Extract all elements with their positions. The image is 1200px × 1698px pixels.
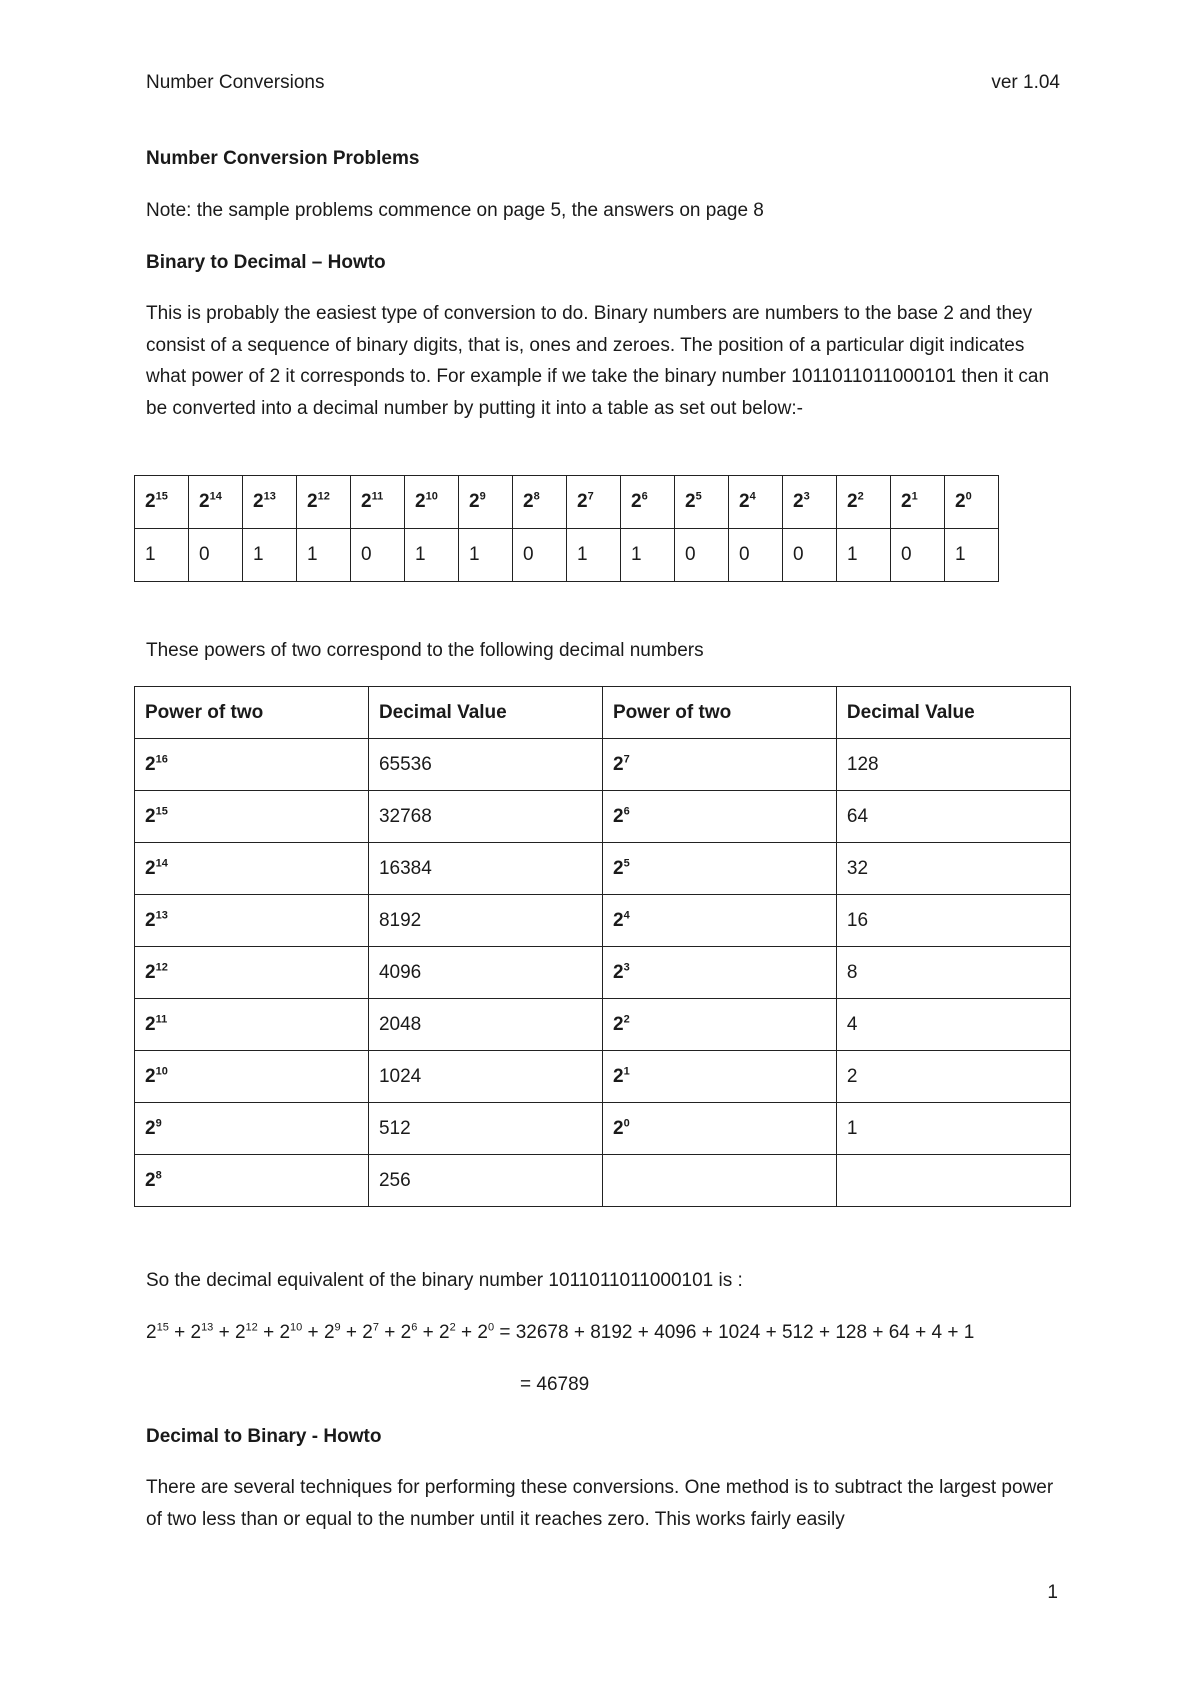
power-cell bbox=[135, 999, 369, 1051]
binary-table-power-row bbox=[135, 476, 999, 529]
power-cell bbox=[297, 476, 351, 529]
decimal-value-cell: 32 bbox=[836, 843, 1070, 895]
power-base: 2 bbox=[253, 491, 264, 512]
power-cell bbox=[135, 1103, 369, 1155]
bit-cell: 0 bbox=[351, 529, 405, 582]
decimal-value-cell bbox=[836, 1155, 1070, 1207]
power-base: 2 bbox=[439, 1322, 450, 1343]
bit-cell: 0 bbox=[783, 529, 837, 582]
power-base: 2 bbox=[523, 491, 534, 512]
power-base: 2 bbox=[847, 491, 858, 512]
power-exponent: 7 bbox=[587, 490, 594, 503]
power-base: 2 bbox=[901, 491, 912, 512]
power-base: 2 bbox=[145, 857, 156, 879]
bit-cell: 1 bbox=[297, 529, 351, 582]
power-base: 2 bbox=[612, 1117, 624, 1139]
power-cell bbox=[602, 739, 836, 791]
power-cell bbox=[567, 476, 621, 529]
power-base: 2 bbox=[612, 805, 624, 827]
power-base: 2 bbox=[612, 753, 624, 775]
power-exponent: 5 bbox=[623, 857, 630, 870]
power-base: 2 bbox=[190, 1322, 202, 1343]
power-exponent: 14 bbox=[209, 490, 222, 503]
equation-lhs: $2^{15} + 2^{13} + 2^{12} + 2^{10} + 2^9 + 2^7 + 2^6 + 2^2 + 2^0$ bbox=[146, 1321, 495, 1343]
decimal-value-cell: 16384 bbox=[368, 843, 602, 895]
section-paragraph-binary-to-decimal: This is probably the easiest type of conversion to do. Binary numbers are numbers to the base 2 and they consist of a sequence of binary digits, that is, ones and zeroes. The position of a particular digit indicates what power of 2 it corresponds to. For example if we take the binary number 1011011011000101 then it can be converted into a decimal number by putting it into a table as set out below:- bbox=[146, 303, 1050, 419]
power-cell bbox=[602, 1103, 836, 1155]
power-cell bbox=[729, 476, 783, 529]
power-cell bbox=[135, 895, 369, 947]
power-base: 2 bbox=[145, 1013, 156, 1035]
power-exponent: 3 bbox=[803, 490, 810, 503]
power-cell bbox=[189, 476, 243, 529]
power-exponent: 10 bbox=[155, 1065, 168, 1078]
power-base: 2 bbox=[612, 857, 624, 879]
powers-table-header bbox=[135, 687, 1071, 739]
power-base: 2 bbox=[793, 491, 804, 512]
power-exponent: 1 bbox=[911, 490, 918, 503]
power-exponent: 15 bbox=[155, 805, 168, 818]
power-exponent: 7 bbox=[623, 753, 630, 766]
equation-result: = 46789 bbox=[520, 1374, 590, 1395]
power-exponent: 15 bbox=[156, 1321, 169, 1334]
equivalent-text: So the decimal equivalent of the binary number 1011011011000101 is : bbox=[146, 1270, 743, 1291]
bit-cell: 1 bbox=[567, 529, 621, 582]
bit-cell: 1 bbox=[405, 529, 459, 582]
power-base: 2 bbox=[631, 491, 642, 512]
powers-intro-text: These powers of two correspond to the following decimal numbers bbox=[146, 640, 704, 661]
table-row bbox=[135, 1155, 1071, 1207]
bit-cell: 1 bbox=[945, 529, 999, 582]
decimal-value-cell: 256 bbox=[368, 1155, 602, 1207]
header-cell: Power of two bbox=[135, 687, 369, 739]
power-base: 2 bbox=[685, 491, 696, 512]
power-cell bbox=[602, 1051, 836, 1103]
power-exponent: 13 bbox=[155, 909, 168, 922]
decimal-value-cell: 4096 bbox=[368, 947, 602, 999]
power-cell bbox=[602, 791, 836, 843]
header-title: Number Conversions bbox=[146, 72, 325, 93]
power-cell bbox=[513, 476, 567, 529]
header-version: ver 1.04 bbox=[991, 72, 1060, 93]
power-exponent: 12 bbox=[245, 1321, 258, 1334]
power-base: 2 bbox=[279, 1322, 291, 1343]
power-exponent: 6 bbox=[411, 1321, 418, 1334]
power-base: 2 bbox=[400, 1322, 412, 1343]
power-base: 2 bbox=[199, 491, 210, 512]
bit-cell: 1 bbox=[459, 529, 513, 582]
bit-cell: 1 bbox=[243, 529, 297, 582]
power-base: 2 bbox=[234, 1322, 246, 1343]
bit-cell: 0 bbox=[675, 529, 729, 582]
power-base: 2 bbox=[612, 1013, 624, 1035]
power-base: 2 bbox=[612, 1065, 624, 1087]
bit-cell: 1 bbox=[837, 529, 891, 582]
decimal-value-cell: 32768 bbox=[368, 791, 602, 843]
power-cell bbox=[891, 476, 945, 529]
table-row bbox=[135, 895, 1071, 947]
decimal-value-cell: 512 bbox=[368, 1103, 602, 1155]
section-heading-binary-to-decimal: Binary to Decimal – Howto bbox=[146, 252, 386, 273]
power-cell bbox=[837, 476, 891, 529]
power-exponent: 4 bbox=[623, 909, 630, 922]
decimal-value-cell: 2048 bbox=[368, 999, 602, 1051]
power-cell bbox=[602, 843, 836, 895]
decimal-value-cell: 1024 bbox=[368, 1051, 602, 1103]
power-exponent: 15 bbox=[155, 490, 168, 503]
table-row bbox=[135, 1051, 1071, 1103]
decimal-value-cell: 64 bbox=[836, 791, 1070, 843]
power-exponent: 13 bbox=[201, 1321, 214, 1334]
power-base: 2 bbox=[361, 491, 372, 512]
power-base: 2 bbox=[145, 805, 156, 827]
header-cell: Decimal Value bbox=[368, 687, 602, 739]
power-cell bbox=[783, 476, 837, 529]
decimal-value-cell: 1 bbox=[836, 1103, 1070, 1155]
power-exponent: 1 bbox=[623, 1065, 630, 1078]
table-row bbox=[135, 947, 1071, 999]
header-cell: Power of two bbox=[602, 687, 836, 739]
header-cell: Decimal Value bbox=[836, 687, 1070, 739]
power-exponent: 0 bbox=[623, 1117, 630, 1130]
power-base: 2 bbox=[145, 1169, 156, 1191]
power-exponent: 12 bbox=[155, 961, 168, 974]
power-cell bbox=[135, 791, 369, 843]
bit-cell: 0 bbox=[891, 529, 945, 582]
power-base: 2 bbox=[415, 491, 426, 512]
bit-cell: 0 bbox=[189, 529, 243, 582]
power-exponent: 2 bbox=[623, 1013, 630, 1026]
table-row bbox=[135, 739, 1071, 791]
binary-table-bit-row bbox=[135, 529, 999, 582]
power-exponent: 3 bbox=[623, 961, 630, 974]
power-cell bbox=[602, 999, 836, 1051]
power-cell bbox=[945, 476, 999, 529]
power-exponent: 16 bbox=[155, 753, 168, 766]
power-base: 2 bbox=[362, 1322, 373, 1343]
power-base: 2 bbox=[145, 961, 156, 983]
power-base: 2 bbox=[612, 909, 624, 931]
power-cell bbox=[675, 476, 729, 529]
power-exponent: 14 bbox=[155, 857, 168, 870]
power-base: 2 bbox=[955, 491, 966, 512]
power-base: 2 bbox=[577, 491, 588, 512]
power-cell bbox=[135, 947, 369, 999]
decimal-value-cell: 128 bbox=[836, 739, 1070, 791]
table-row bbox=[135, 999, 1071, 1051]
power-base: 2 bbox=[146, 1322, 157, 1343]
decimal-value-cell: 2 bbox=[836, 1051, 1070, 1103]
decimal-value-cell: 8192 bbox=[368, 895, 602, 947]
power-cell bbox=[135, 739, 369, 791]
binary-table bbox=[134, 475, 999, 582]
power-base: 2 bbox=[145, 1117, 156, 1139]
power-base: 2 bbox=[145, 491, 156, 512]
power-cell bbox=[351, 476, 405, 529]
power-base: 2 bbox=[145, 1065, 156, 1087]
power-exponent: 7 bbox=[372, 1321, 379, 1334]
power-cell bbox=[135, 1051, 369, 1103]
power-cell bbox=[243, 476, 297, 529]
power-exponent: 10 bbox=[290, 1321, 303, 1334]
power-base: 2 bbox=[145, 909, 156, 931]
powers-table bbox=[134, 686, 1071, 1207]
empty-cell bbox=[602, 1155, 836, 1207]
bit-cell: 1 bbox=[621, 529, 675, 582]
decimal-value-cell: 8 bbox=[836, 947, 1070, 999]
power-base: 2 bbox=[612, 961, 624, 983]
power-exponent: 10 bbox=[425, 490, 438, 503]
bit-cell: 0 bbox=[513, 529, 567, 582]
table-row bbox=[135, 1103, 1071, 1155]
note-text: Note: the sample problems commence on page 5, the answers on page 8 bbox=[146, 200, 764, 221]
power-exponent: 2 bbox=[857, 490, 864, 503]
power-base: 2 bbox=[307, 491, 318, 512]
power-cell bbox=[135, 1155, 369, 1207]
power-base: 2 bbox=[477, 1322, 488, 1343]
power-base: 2 bbox=[739, 491, 750, 512]
power-base: 2 bbox=[145, 753, 156, 775]
bit-cell: 0 bbox=[729, 529, 783, 582]
power-exponent: 12 bbox=[317, 490, 330, 503]
power-exponent: 0 bbox=[965, 490, 972, 503]
power-exponent: 11 bbox=[371, 490, 384, 503]
power-cell bbox=[135, 476, 189, 529]
power-exponent: 5 bbox=[695, 490, 702, 503]
power-base: 2 bbox=[323, 1322, 335, 1343]
power-cell bbox=[405, 476, 459, 529]
power-cell bbox=[621, 476, 675, 529]
decimal-value-cell: 16 bbox=[836, 895, 1070, 947]
section-paragraph-decimal-to-binary: There are several techniques for performing these conversions. One method is to subtract the largest power of two less than or equal to the number until it reaches zero. This works fairly easily bbox=[146, 1477, 1054, 1530]
bit-cell: 1 bbox=[135, 529, 189, 582]
decimal-value-cell: 4 bbox=[836, 999, 1070, 1051]
power-exponent: 6 bbox=[623, 805, 630, 818]
power-cell bbox=[602, 947, 836, 999]
power-exponent: 9 bbox=[155, 1117, 162, 1130]
power-exponent: 4 bbox=[749, 490, 756, 503]
table-row bbox=[135, 791, 1071, 843]
equation-line bbox=[146, 1322, 1066, 1344]
power-exponent: 8 bbox=[155, 1169, 162, 1182]
power-cell bbox=[135, 843, 369, 895]
power-exponent: 0 bbox=[487, 1321, 495, 1334]
power-exponent: 11 bbox=[155, 1013, 168, 1026]
power-exponent: 13 bbox=[263, 490, 276, 503]
power-exponent: 9 bbox=[334, 1321, 341, 1334]
decimal-value-cell: 65536 bbox=[368, 739, 602, 791]
equation-rhs: = 32678 + 8192 + 4096 + 1024 + 512 + 128 + 64 + 4 + 1 bbox=[499, 1322, 975, 1343]
power-cell bbox=[459, 476, 513, 529]
power-exponent: 8 bbox=[533, 490, 540, 503]
power-cell bbox=[602, 895, 836, 947]
power-exponent: 6 bbox=[641, 490, 648, 503]
page-number: 1 bbox=[1047, 1582, 1058, 1603]
power-base: 2 bbox=[469, 491, 480, 512]
section-heading-decimal-to-binary: Decimal to Binary - Howto bbox=[146, 1426, 382, 1447]
power-exponent: 9 bbox=[479, 490, 486, 503]
table-row bbox=[135, 843, 1071, 895]
document-title: Number Conversion Problems bbox=[146, 148, 420, 169]
power-exponent: 2 bbox=[449, 1321, 456, 1334]
